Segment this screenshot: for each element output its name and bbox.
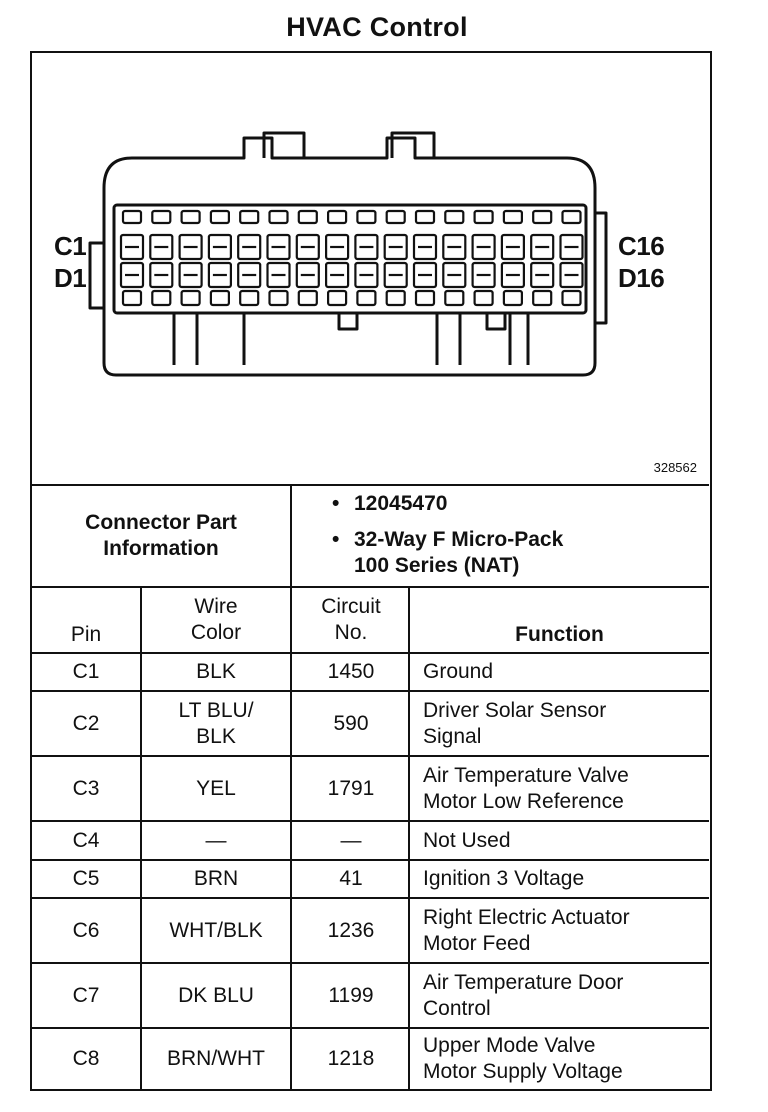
row-1-pin — [32, 654, 140, 690]
cell-text: C3 — [72, 776, 100, 800]
row-5-circuit — [292, 861, 410, 897]
pin-cavity — [152, 291, 170, 305]
cell-text: 1218 — [327, 1047, 375, 1070]
row-8-wire-color — [140, 1029, 292, 1089]
cell-text: — — [340, 828, 362, 852]
cell-text: YEL — [196, 776, 236, 800]
header-pin: Pin — [70, 623, 102, 646]
pin-cavity — [211, 291, 229, 305]
row-7-function — [410, 964, 709, 1027]
row-6-wire-color — [140, 899, 292, 962]
cell-text: 1450 — [327, 660, 375, 683]
pin-cavity — [475, 291, 493, 305]
header-circuit: Circuit No. — [321, 595, 381, 644]
page-title: HVAC Control — [286, 12, 468, 42]
cell-text: Driver Solar Sensor — [423, 698, 607, 722]
pin-cavity — [563, 211, 581, 223]
cell-text: C8 — [72, 1047, 100, 1070]
cell-text: BRN/WHT — [167, 1047, 265, 1070]
cell-text: 1199 — [328, 983, 374, 1007]
figure-number: 328562 — [653, 460, 697, 475]
connector-drawing — [32, 53, 709, 486]
connector-part-details: • 12045470 • 32-Way F Micro-Pack 100 Series (NAT) — [332, 492, 564, 577]
row-2-pin — [32, 692, 140, 755]
row-5-function — [410, 861, 709, 897]
cell-text: Not Used — [423, 828, 511, 852]
pin-label-c16: C16 — [618, 231, 665, 261]
pin-label-c1: C1 — [54, 231, 87, 261]
part-description: • 32-Way F Micro-Pack — [332, 528, 564, 551]
row-3-function — [410, 757, 709, 820]
cell-text: C4 — [72, 828, 100, 852]
cell-text: BLK — [196, 660, 236, 683]
pin-cavity — [240, 211, 258, 223]
row-7-wire-color — [140, 964, 292, 1027]
pin-cavity — [504, 291, 522, 305]
cell-text: C7 — [72, 983, 100, 1007]
cell-text: Motor Feed — [423, 931, 531, 955]
row-3-pin — [32, 757, 140, 820]
pin-cavity — [416, 291, 434, 305]
pin-cavity — [123, 291, 141, 305]
cell-text: Right Electric Actuator — [423, 905, 630, 929]
pin-label-d16: D16 — [618, 263, 665, 293]
row-6-pin — [32, 899, 140, 962]
pin-cavity — [211, 211, 229, 223]
cell-text: Ground — [423, 660, 494, 683]
pin-cavity — [387, 291, 405, 305]
cell-text: Upper Mode Valve — [423, 1034, 596, 1057]
pin-cavity — [182, 211, 200, 223]
row-7-circuit — [292, 964, 410, 1027]
pin-cavity — [152, 211, 170, 223]
cell-text: Air Temperature Valve — [423, 763, 629, 787]
cell-text: — — [205, 828, 227, 852]
pin-cavity — [475, 211, 493, 223]
cell-text: Motor Low Reference — [423, 789, 624, 813]
row-6-circuit — [292, 899, 410, 962]
row-4-wire-color — [140, 822, 292, 859]
pin-cavity — [504, 211, 522, 223]
cell-text: 41 — [339, 867, 363, 890]
row-2-wire-color — [140, 692, 292, 755]
row-3-circuit — [292, 757, 410, 820]
row-5-pin — [32, 861, 140, 897]
cell-text: Motor Supply Voltage — [423, 1060, 623, 1083]
pin-cavity — [299, 211, 317, 223]
row-3-wire-color — [140, 757, 292, 820]
row-6-function — [410, 899, 709, 962]
pin-cavity — [328, 211, 346, 223]
pin-cavity — [533, 291, 551, 305]
row-1-function — [410, 654, 709, 690]
row-1-wire-color — [140, 654, 292, 690]
pin-cavity — [445, 291, 463, 305]
pin-cavity — [357, 211, 375, 223]
row-8-pin — [32, 1029, 140, 1089]
row-8-function — [410, 1029, 709, 1089]
cell-text: Air Temperature Door — [423, 970, 624, 994]
pin-cavity — [533, 211, 551, 223]
row-4-circuit — [292, 822, 410, 859]
row-1-circuit — [292, 654, 410, 690]
row-4-pin — [32, 822, 140, 859]
row-8-circuit — [292, 1029, 410, 1089]
row-2-function — [410, 692, 709, 755]
connector-sheet — [30, 51, 712, 1091]
row-4-function — [410, 822, 709, 859]
cell-text: 1236 — [327, 918, 375, 942]
header-wire-color: Wire Color — [190, 595, 242, 644]
part-number: • 12045470 — [332, 492, 448, 515]
pin-cavity — [357, 291, 375, 305]
pin-cavity — [563, 291, 581, 305]
cell-text: Control — [423, 996, 491, 1020]
cell-text: Ignition 3 Voltage — [423, 867, 585, 890]
row-7-pin — [32, 964, 140, 1027]
pin-cavity — [123, 211, 141, 223]
cell-text: C2 — [72, 711, 100, 735]
header-function: Function — [515, 623, 604, 646]
cell-text: C1 — [72, 660, 100, 683]
pin-cavity — [182, 291, 200, 305]
connector-diagram — [32, 53, 709, 486]
row-5-wire-color — [140, 861, 292, 897]
cell-text: BRN — [193, 867, 239, 890]
cell-text: DK BLU — [178, 983, 254, 1007]
pin-label-d1: D1 — [54, 263, 87, 293]
cell-text: C5 — [72, 867, 100, 890]
pin-cavity — [445, 211, 463, 223]
pin-cavity — [240, 291, 258, 305]
cell-text: 1791 — [327, 776, 375, 800]
cell-text: WHT/BLK — [169, 918, 263, 942]
pin-cavity — [270, 211, 288, 223]
cell-text: LT BLU/ — [178, 698, 254, 722]
pin-cavity — [270, 291, 288, 305]
cell-text: C6 — [72, 918, 100, 942]
row-2-circuit — [292, 692, 410, 755]
pin-cavity — [328, 291, 346, 305]
cell-text: Signal — [423, 724, 482, 748]
pin-cavity — [416, 211, 434, 223]
cell-text: 590 — [333, 711, 369, 735]
connector-info-label: Connector Part Information — [85, 511, 237, 560]
pin-cavity — [299, 291, 317, 305]
cell-text: BLK — [196, 724, 236, 748]
pin-cavity — [387, 211, 405, 223]
